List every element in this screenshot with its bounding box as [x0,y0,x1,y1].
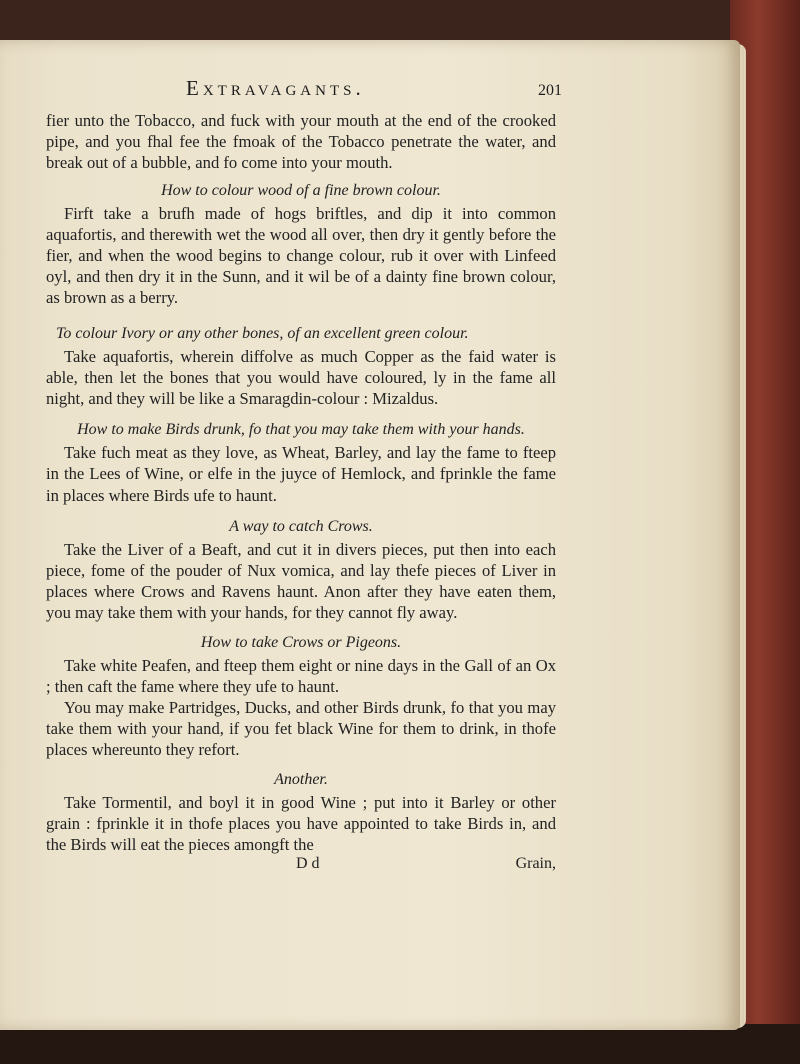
signature-line [46,855,556,879]
book-page [0,40,740,1030]
paragraph: fier unto the Tobacco, and fuck with your mouth at the end of the crooked pipe, and you fhal fee the fmoak of the Tobacco penetrate the water, and break out of a bubble, and fo come into your mouth. [46,111,556,173]
paragraph: You may make Partridges, Ducks, and other Birds drunk, fo that you may take them with your hand, if you fet black Wine for them to drink, in thofe places whereunto they refort. [46,698,556,760]
paragraph: Take Tormentil, and boyl it in good Wine ; put into it Barley or other grain : fprinkle it in thofe places you have appointed to take Birds in, and the Birds will eat the pieces amongft the [46,792,556,855]
bottom-shadow [0,1024,800,1064]
running-head [46,70,562,110]
section-heading: To colour Ivory or any other bones, of an excellent green colour. [56,324,469,342]
section-heading: How to make Birds drunk, fo that you may take them with your hands. [77,421,525,439]
section-heading: How to take Crows or Pigeons. [200,633,402,651]
paragraph: Take fuch meat as they love, as Wheat, Barley, and lay the fame to fteep in the Lees of Wine, or elfe in the juyce of Hemlock, and fprinkle the fame in places where Birds ufe to haunt. [46,443,556,505]
paragraph: Firft take a brufh made of hogs briftles, and dip it into common aquafortis, and therewith wet the wood all over, then dry it gently before the fier, and when the wood begins to change colour, rub it over with Linfeed oyl, and then dry it in the Sunn, and it wil be of a dainty fine brown colour, as brown as a berry. [46,203,556,308]
section-heading: A way to catch Crows. [229,517,373,535]
paragraph: Take white Peafen, and fteep them eight or nine days in the Gall of an Ox ; then caft the fame where they ufe to haunt. [46,655,556,696]
section-heading: Another. [274,770,328,788]
running-title: Extravagants. [186,76,365,100]
signature-mark: D d [296,855,320,873]
paragraph: Take aquafortis, wherein diffolve as much Copper as the faid water is able, then let the bones that you would have coloured, ly in the fame all night, and they will be like a Smaragdin-colour : Mizaldus. [46,346,556,409]
paragraph: Take the Liver of a Beaft, and cut it in divers pieces, put then into each piece, fome of the pouder of Nux vomica, and lay thefe pieces of Liver in places where Crows and Ravens haunt. Anon after they have eaten them, you may take them with your hands, for they cannot fly away. [46,539,556,623]
catchword: Grain, [515,855,556,873]
page-content [46,70,562,879]
section-heading: How to colour wood of a fine brown colour. [161,181,441,199]
page-number: 201 [538,82,562,99]
